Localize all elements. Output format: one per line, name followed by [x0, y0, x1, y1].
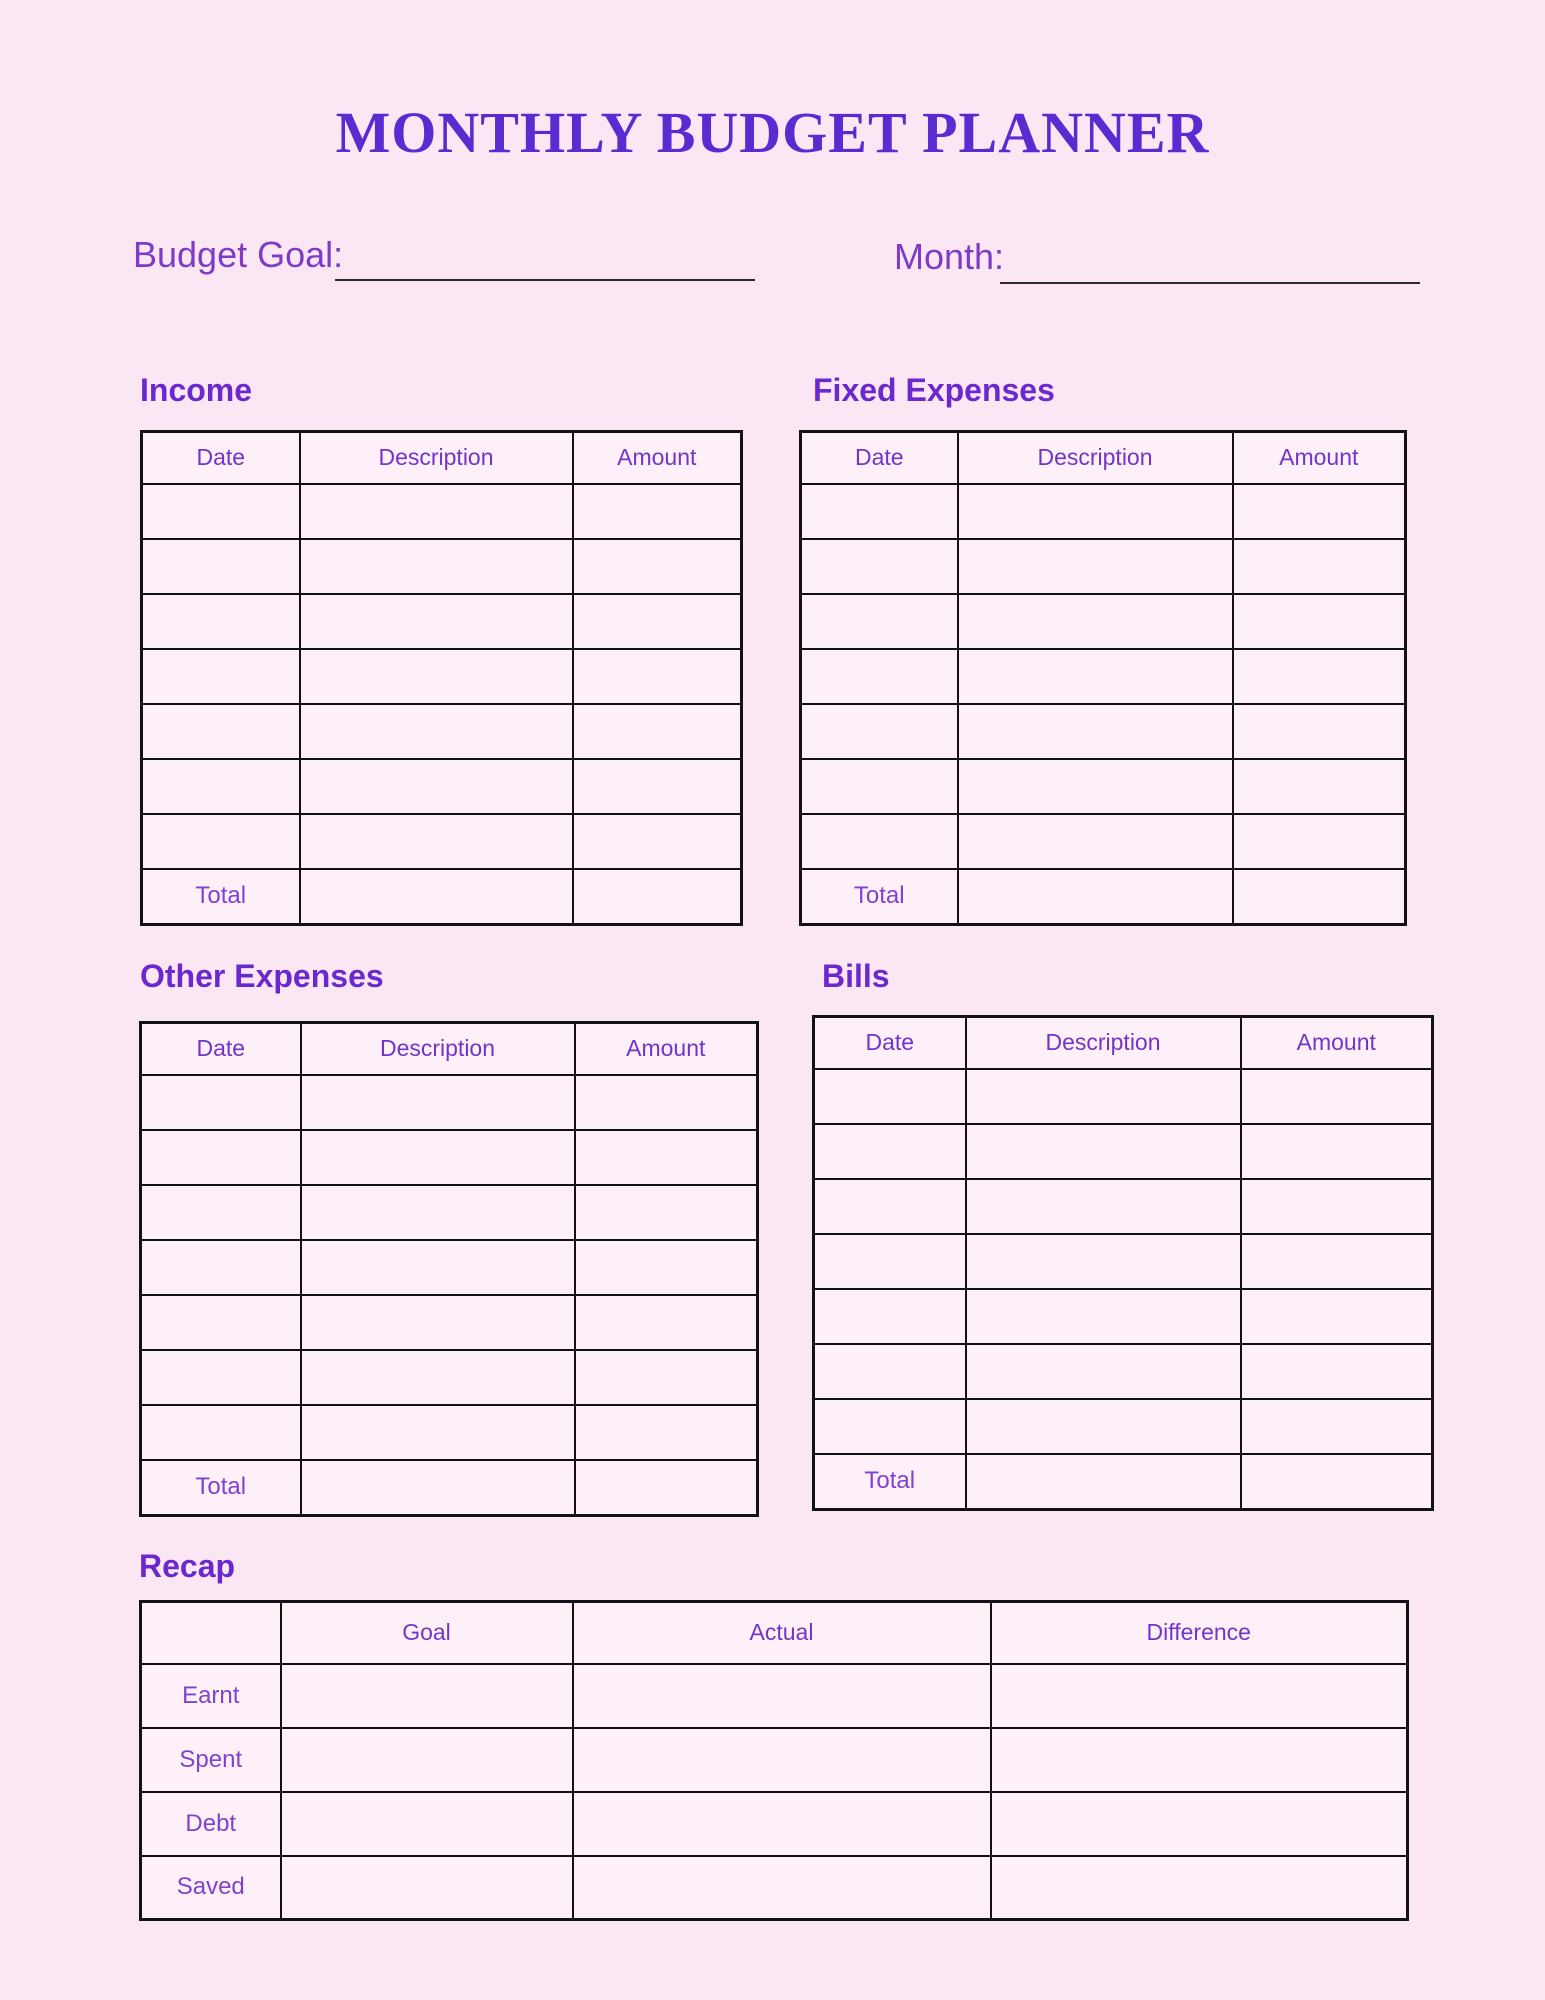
total-row — [814, 1454, 1433, 1510]
amount-cell[interactable] — [575, 1185, 758, 1240]
description-column-header: Description — [958, 432, 1233, 484]
total-row — [141, 1460, 758, 1516]
amount-cell[interactable] — [575, 1240, 758, 1295]
date-column-header: Date — [801, 432, 958, 484]
fixed-expenses-heading: Fixed Expenses — [813, 372, 1055, 408]
date-cell[interactable] — [142, 704, 300, 759]
date-column-header: Date — [142, 432, 300, 484]
amount-cell[interactable] — [573, 704, 742, 759]
budget-goal-label: Budget Goal: — [133, 234, 344, 275]
description-cell[interactable] — [301, 1075, 575, 1130]
description-cell[interactable] — [966, 1289, 1241, 1344]
total-description-cell[interactable] — [300, 869, 573, 925]
amount-column-header: Amount — [573, 432, 742, 484]
header-row — [142, 432, 742, 484]
table-row — [801, 704, 1406, 759]
income-heading: Income — [140, 372, 253, 408]
difference-column-header: Difference — [991, 1602, 1408, 1664]
income-table — [140, 430, 743, 926]
date-cell[interactable] — [814, 1124, 966, 1179]
description-cell[interactable] — [300, 814, 573, 869]
date-cell[interactable] — [814, 1344, 966, 1399]
table-row — [142, 704, 742, 759]
description-column-header: Description — [301, 1023, 575, 1075]
date-cell[interactable] — [141, 1075, 301, 1130]
recap-table — [139, 1600, 1409, 1921]
recap-row-spent — [141, 1728, 1408, 1792]
recap-row-label: Debt — [141, 1792, 281, 1856]
actual-column-header: Actual — [573, 1602, 991, 1664]
description-cell[interactable] — [958, 484, 1233, 539]
table-row — [814, 1124, 1433, 1179]
amount-cell[interactable] — [573, 814, 742, 869]
amount-cell[interactable] — [1241, 1124, 1433, 1179]
description-cell[interactable] — [301, 1405, 575, 1460]
amount-cell[interactable] — [573, 759, 742, 814]
description-cell[interactable] — [958, 814, 1233, 869]
table-row — [801, 649, 1406, 704]
difference-cell[interactable] — [991, 1856, 1408, 1920]
recap-row-saved — [141, 1856, 1408, 1920]
recap-row-label: Earnt — [141, 1664, 281, 1728]
date-cell[interactable] — [801, 539, 958, 594]
description-cell[interactable] — [958, 704, 1233, 759]
table-row — [814, 1289, 1433, 1344]
table-row — [141, 1185, 758, 1240]
date-cell[interactable] — [142, 759, 300, 814]
amount-cell[interactable] — [1241, 1069, 1433, 1124]
table-row — [801, 759, 1406, 814]
amount-cell[interactable] — [573, 594, 742, 649]
total-label: Total — [814, 1454, 966, 1510]
amount-cell[interactable] — [573, 539, 742, 594]
goal-column-header: Goal — [281, 1602, 573, 1664]
description-cell[interactable] — [301, 1295, 575, 1350]
actual-cell[interactable] — [573, 1792, 991, 1856]
amount-cell[interactable] — [1233, 539, 1406, 594]
description-cell[interactable] — [966, 1124, 1241, 1179]
other-expenses-heading: Other Expenses — [140, 958, 384, 994]
table-row — [801, 484, 1406, 539]
table-row — [801, 814, 1406, 869]
amount-cell[interactable] — [1241, 1399, 1433, 1454]
table-row — [141, 1240, 758, 1295]
table-row — [141, 1295, 758, 1350]
header-row — [814, 1017, 1433, 1069]
description-cell[interactable] — [301, 1350, 575, 1405]
description-cell[interactable] — [966, 1234, 1241, 1289]
date-column-header: Date — [141, 1023, 301, 1075]
table-row — [814, 1399, 1433, 1454]
goal-cell[interactable] — [281, 1792, 573, 1856]
total-amount-cell[interactable] — [573, 869, 742, 925]
date-cell[interactable] — [801, 704, 958, 759]
amount-cell[interactable] — [1233, 594, 1406, 649]
amount-cell[interactable] — [575, 1405, 758, 1460]
difference-cell[interactable] — [991, 1792, 1408, 1856]
description-cell[interactable] — [966, 1179, 1241, 1234]
amount-cell[interactable] — [575, 1295, 758, 1350]
total-description-cell[interactable] — [301, 1460, 575, 1516]
description-cell[interactable] — [300, 539, 573, 594]
total-label: Total — [801, 869, 958, 925]
actual-cell[interactable] — [573, 1856, 991, 1920]
amount-cell[interactable] — [575, 1075, 758, 1130]
description-cell[interactable] — [300, 594, 573, 649]
header-row — [141, 1023, 758, 1075]
amount-cell[interactable] — [1233, 759, 1406, 814]
date-cell[interactable] — [814, 1069, 966, 1124]
fixed-expenses-table — [799, 430, 1407, 926]
amount-cell[interactable] — [573, 484, 742, 539]
recap-row-earnt — [141, 1664, 1408, 1728]
table-row — [814, 1069, 1433, 1124]
date-cell[interactable] — [141, 1185, 301, 1240]
month-label: Month: — [894, 236, 1005, 277]
description-cell[interactable] — [966, 1069, 1241, 1124]
date-cell[interactable] — [801, 814, 958, 869]
actual-cell[interactable] — [573, 1728, 991, 1792]
date-cell[interactable] — [141, 1240, 301, 1295]
date-cell[interactable] — [142, 594, 300, 649]
table-row — [141, 1075, 758, 1130]
header-row — [801, 432, 1406, 484]
other-expenses-table — [139, 1021, 759, 1517]
description-cell[interactable] — [300, 484, 573, 539]
description-cell[interactable] — [300, 759, 573, 814]
amount-cell[interactable] — [1233, 704, 1406, 759]
table-row — [141, 1130, 758, 1185]
table-row — [142, 539, 742, 594]
goal-cell[interactable] — [281, 1664, 573, 1728]
description-cell[interactable] — [301, 1185, 575, 1240]
date-cell[interactable] — [801, 649, 958, 704]
date-cell[interactable] — [801, 594, 958, 649]
date-cell[interactable] — [814, 1234, 966, 1289]
amount-cell[interactable] — [575, 1350, 758, 1405]
table-row — [814, 1344, 1433, 1399]
amount-cell[interactable] — [1233, 814, 1406, 869]
actual-cell[interactable] — [573, 1664, 991, 1728]
recap-heading: Recap — [139, 1548, 236, 1584]
date-cell[interactable] — [801, 484, 958, 539]
table-row — [141, 1405, 758, 1460]
amount-cell[interactable] — [575, 1130, 758, 1185]
total-label: Total — [142, 869, 300, 925]
description-cell[interactable] — [301, 1240, 575, 1295]
table-row — [142, 759, 742, 814]
table-row — [142, 814, 742, 869]
amount-cell[interactable] — [1241, 1344, 1433, 1399]
date-cell[interactable] — [142, 814, 300, 869]
date-cell[interactable] — [141, 1405, 301, 1460]
description-cell[interactable] — [958, 539, 1233, 594]
description-cell[interactable] — [958, 594, 1233, 649]
description-cell[interactable] — [966, 1344, 1241, 1399]
amount-cell[interactable] — [1241, 1234, 1433, 1289]
goal-cell[interactable] — [281, 1856, 573, 1920]
total-amount-cell[interactable] — [575, 1460, 758, 1516]
budget-goal-input[interactable] — [335, 279, 755, 281]
table-row — [814, 1179, 1433, 1234]
description-column-header: Description — [966, 1017, 1241, 1069]
header-row — [141, 1602, 1408, 1664]
amount-column-header: Amount — [1241, 1017, 1433, 1069]
amount-column-header: Amount — [1233, 432, 1406, 484]
date-cell[interactable] — [814, 1399, 966, 1454]
date-cell[interactable] — [814, 1289, 966, 1344]
total-description-cell[interactable] — [966, 1454, 1241, 1510]
total-amount-cell[interactable] — [1233, 869, 1406, 925]
amount-cell[interactable] — [1233, 649, 1406, 704]
amount-cell[interactable] — [1233, 484, 1406, 539]
total-description-cell[interactable] — [958, 869, 1233, 925]
difference-cell[interactable] — [991, 1664, 1408, 1728]
description-cell[interactable] — [958, 649, 1233, 704]
table-row — [142, 649, 742, 704]
month-input[interactable] — [1000, 282, 1420, 284]
recap-row-label: Spent — [141, 1728, 281, 1792]
total-row — [142, 869, 742, 925]
description-cell[interactable] — [300, 649, 573, 704]
date-cell[interactable] — [142, 484, 300, 539]
total-label: Total — [141, 1460, 301, 1516]
difference-cell[interactable] — [991, 1728, 1408, 1792]
total-amount-cell[interactable] — [1241, 1454, 1433, 1510]
description-cell[interactable] — [300, 704, 573, 759]
table-row — [801, 539, 1406, 594]
date-cell[interactable] — [141, 1295, 301, 1350]
date-cell[interactable] — [814, 1179, 966, 1234]
date-column-header: Date — [814, 1017, 966, 1069]
amount-cell[interactable] — [573, 649, 742, 704]
recap-row-debt — [141, 1792, 1408, 1856]
amount-cell[interactable] — [1241, 1179, 1433, 1234]
total-row — [801, 869, 1406, 925]
description-cell[interactable] — [966, 1399, 1241, 1454]
empty-corner-cell — [141, 1602, 281, 1664]
table-row — [814, 1234, 1433, 1289]
date-cell[interactable] — [141, 1350, 301, 1405]
recap-row-label: Saved — [141, 1856, 281, 1920]
bills-heading: Bills — [822, 958, 890, 994]
description-column-header: Description — [300, 432, 573, 484]
table-row — [141, 1350, 758, 1405]
amount-column-header: Amount — [575, 1023, 758, 1075]
date-cell[interactable] — [801, 759, 958, 814]
date-cell[interactable] — [142, 539, 300, 594]
date-cell[interactable] — [142, 649, 300, 704]
description-cell[interactable] — [301, 1130, 575, 1185]
table-row — [142, 484, 742, 539]
description-cell[interactable] — [958, 759, 1233, 814]
table-row — [801, 594, 1406, 649]
bills-table — [812, 1015, 1434, 1511]
date-cell[interactable] — [141, 1130, 301, 1185]
table-row — [142, 594, 742, 649]
amount-cell[interactable] — [1241, 1289, 1433, 1344]
goal-cell[interactable] — [281, 1728, 573, 1792]
page-title: MONTHLY BUDGET PLANNER — [335, 100, 1210, 165]
